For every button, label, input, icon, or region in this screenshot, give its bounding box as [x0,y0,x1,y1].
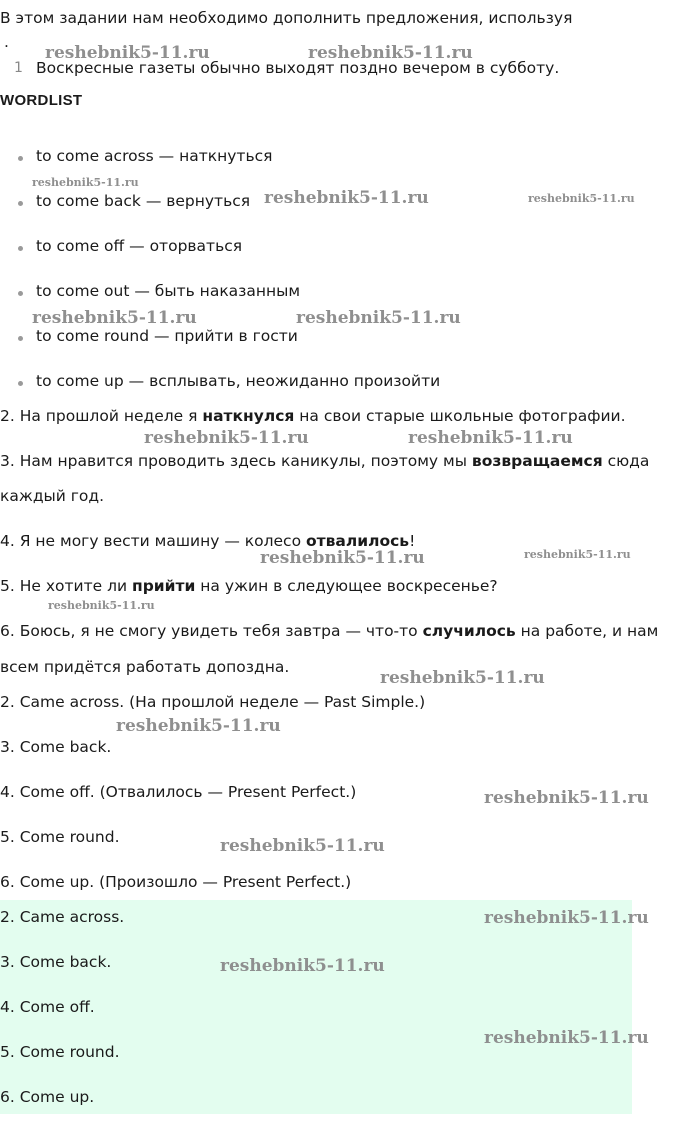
wordlist-item: to come across — наткнуться [0,147,680,171]
watermark: reshebnik5-11.ru [32,308,197,328]
watermark: reshebnik5-11.ru [220,836,385,856]
wordlist-title: WORDLIST [0,92,83,109]
watermark: reshebnik5-11.ru [408,428,573,448]
bullet-icon [18,246,23,251]
watermark: reshebnik5-11.ru [484,908,649,928]
explanation-line: 4. Come off. (Отвалилось — Present Perfect.) [0,783,357,801]
sentence-4: 4. Я не могу вести машину — колесо отвалилось! [0,532,416,550]
bullet-icon [18,156,23,161]
explanation-line: 2. Came across. (На прошлой неделе — Past Simple.) [0,693,426,711]
watermark: reshebnik5-11.ru [48,599,155,612]
explanation-line: 3. Come back. [0,738,112,756]
bullet-icon [18,336,23,341]
watermark: reshebnik5-11.ru [144,428,309,448]
explanation-line: 5. Come round. [0,828,120,846]
answer-line: 2. Came across. [0,908,125,926]
intro-text: В этом задании нам необходимо дополнить предложения, используя [0,9,573,27]
sentence-2-answer: наткнулся [202,407,295,425]
sentence-6-continued: всем придётся работать допоздна. [0,658,290,676]
watermark: reshebnik5-11.ru [308,43,473,63]
watermark: reshebnik5-11.ru [484,1028,649,1048]
bullet-icon [18,201,23,206]
sentence-3-continued: каждый год. [0,487,105,505]
watermark: reshebnik5-11.ru [116,716,281,736]
wordlist-item: to come up — всплывать, неожиданно произойти [0,372,680,396]
bullet-icon [18,381,23,386]
wordlist-item: to come off — оторваться [0,237,680,261]
sentence-5-answer: прийти [132,577,196,595]
answers-box [0,900,632,1114]
watermark: reshebnik5-11.ru [260,548,425,568]
wordlist-item: to come round — прийти в гости [0,327,680,351]
explanation-line: 6. Come up. (Произошло — Present Perfect.) [0,873,352,891]
sentence-6-answer: случилось [422,622,516,640]
wordlist-item: to come back — вернуться [0,192,680,216]
watermark: reshebnik5-11.ru [32,176,139,189]
watermark: reshebnik5-11.ru [528,192,635,205]
watermark: reshebnik5-11.ru [484,788,649,808]
example-number: 1 [14,60,23,76]
sentence-2: 2. На прошлой неделе я наткнулся на свои старые школьные фотографии. [0,407,626,425]
example-sentence: Воскресные газеты обычно выходят поздно вечером в субботу. [36,59,560,77]
sentence-6: 6. Боюсь, я не смогу увидеть тебя завтра — что-то случилось на работе, и нам [0,622,659,640]
sentence-4-answer: отвалилось [305,532,410,550]
bullet-icon [18,291,23,296]
watermark: reshebnik5-11.ru [380,668,545,688]
watermark: reshebnik5-11.ru [264,188,429,208]
answer-line: 5. Come round. [0,1043,120,1061]
answer-line: 4. Come off. [0,998,95,1016]
watermark: reshebnik5-11.ru [524,548,631,561]
watermark: reshebnik5-11.ru [45,43,210,63]
sentence-3-answer: возвращаемся [471,452,603,470]
sentence-3: 3. Нам нравится проводить здесь каникулы, поэтому мы возвращаемся сюда [0,452,650,470]
wordlist-item: to come out — быть наказанным [0,282,680,306]
answer-line: 3. Come back. [0,953,112,971]
watermark: reshebnik5-11.ru [220,956,385,976]
sentence-5: 5. Не хотите ли прийти на ужин в следующее воскресенье? [0,577,498,595]
watermark: reshebnik5-11.ru [296,308,461,328]
intro-dot: . [4,33,9,51]
answer-line: 6. Come up. [0,1088,95,1106]
